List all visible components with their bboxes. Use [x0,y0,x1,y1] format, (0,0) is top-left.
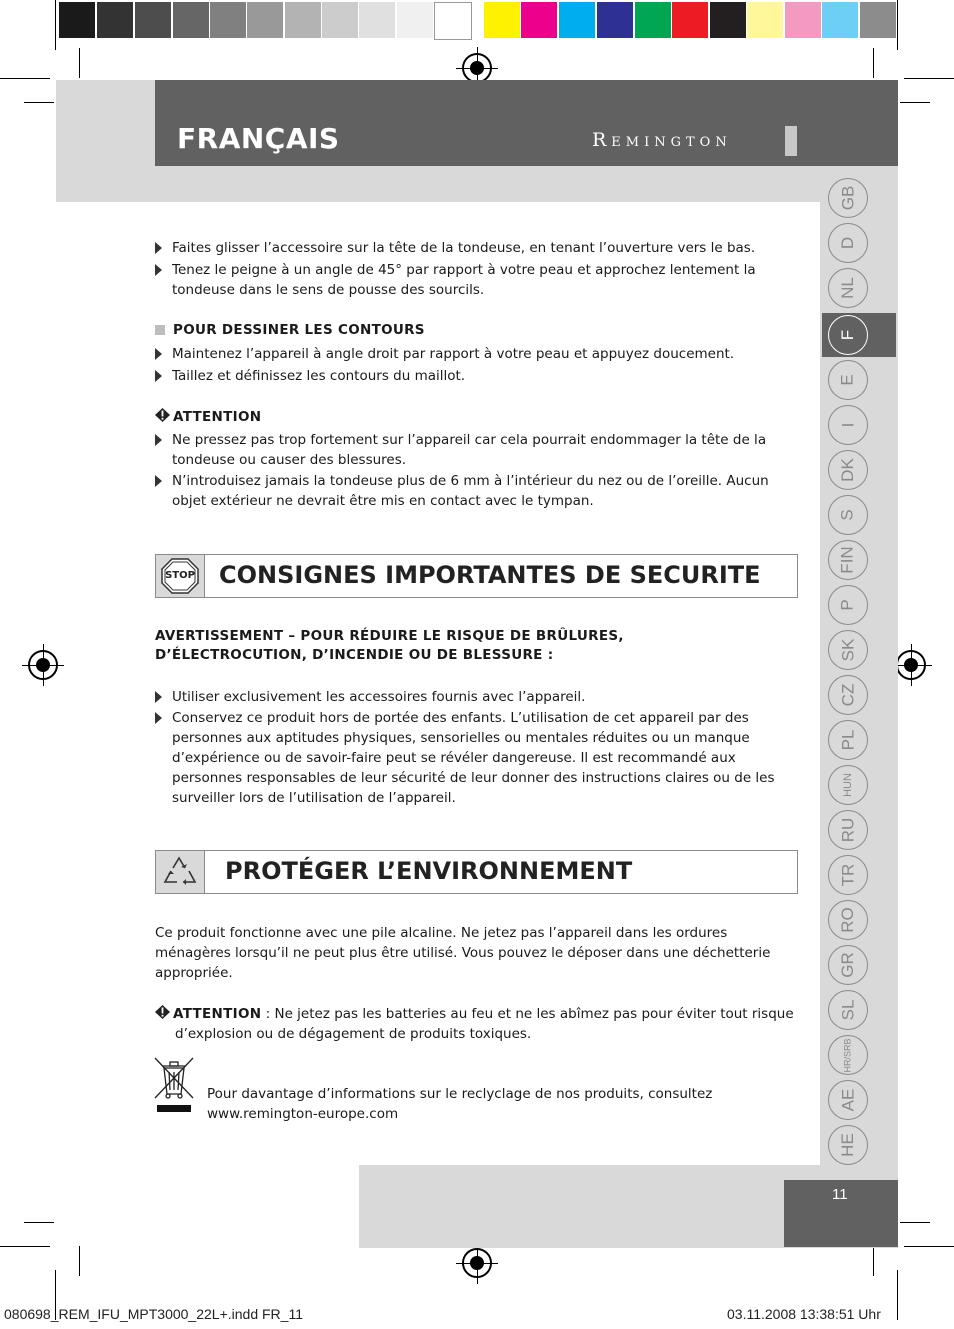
safety-title: CONSIGNES IMPORTANTES DE SECURITE [219,561,761,589]
color-swatch [710,2,746,38]
list-item: Tenez le peigne à un angle de 45° par rapport à votre peau et approchez lentement la tondeuse dans le sens de pousse des sourcils. [155,260,795,300]
tab-label: RO [838,907,857,933]
list-item: Utiliser exclusivement les accessoires fournis avec l’appareil. [155,687,795,707]
tab-i[interactable] [828,405,868,445]
tab-fin[interactable] [828,540,868,580]
color-swatch [210,2,246,38]
tab-label: HUN [842,773,854,797]
bullet-arrow-icon [155,434,162,446]
registration-mark-icon [462,53,492,83]
crop-mark [873,48,874,78]
color-swatch [559,2,595,38]
recycling-info: Pour davantage d’informations sur le reclyclage de nos produits, consultez www.remington-europe.com [207,1084,787,1124]
tab-sk[interactable] [828,630,868,670]
crossed-bin-icon [153,1056,195,1114]
tab-he[interactable] [828,1125,868,1165]
page-title: FRANÇAIS [177,122,340,155]
crop-mark [79,48,80,78]
tab-gb[interactable] [828,178,868,218]
brand-logo: Remington [592,129,732,151]
warning-icon [155,408,170,422]
crop-mark [24,102,54,103]
tab-ru[interactable] [828,810,868,850]
stop-icon-cell [156,555,205,597]
tab-label: D [838,236,857,250]
tab-label: HR/SRB [842,1037,853,1073]
page-header [155,80,898,166]
bullet-arrow-icon [155,264,162,276]
tab-label: P [838,599,857,611]
tab-ro[interactable] [828,900,868,940]
tab-d[interactable] [828,223,868,263]
color-swatch [597,2,633,38]
color-swatch [322,2,358,38]
environment-paragraph: Ce produit fonctionne avec une pile alcaline. Ne jetez pas l’appareil dans les ordures ménagères lorsqu’il ne peut plus être utilisé. Vous pouvez le déposer dans une déchetterie appropriée. [155,925,771,981]
environment-attention: ATTENTION : Ne jetez pas les batteries au feu et ne les abîmez pas pour éviter tout risque d’explosion ou de dégagement de produits toxiques. [155,1004,795,1044]
crop-mark [79,1246,80,1276]
tab-hun[interactable] [828,765,868,805]
crop-mark [897,0,898,50]
tab-label: RU [838,817,857,843]
list-item: Taillez et définissez les contours du maillot. [155,366,795,386]
footer-timestamp: 03.11.2008 13:38:51 Uhr [727,1306,881,1322]
crop-mark [0,1246,50,1247]
color-swatch [635,2,671,38]
warning-icon [155,1005,170,1019]
attention-heading: ATTENTION [155,408,261,425]
tab-label: S [838,509,857,521]
tab-label: TR [837,863,857,887]
tab-label: DK [838,458,857,482]
crop-mark [897,1270,898,1320]
tab-label: HE [838,1133,857,1157]
recycle-icon-cell [156,851,205,893]
tab-label: AE [838,1088,857,1112]
stop-icon-label: STOP [165,570,195,581]
color-swatch [397,2,433,38]
safety-warning: AVERTISSEMENT – POUR RÉDUIRE LE RISQUE DE BRÛLURES, D’ÉLECTROCUTION, D’INCENDIE OU DE BLESSURE : [155,628,624,663]
list-item: Ne pressez pas trop fortement sur l’appareil car cela pourrait endommager la tête de la tondeuse ou causer des blessures. [155,430,795,470]
tab-label: SK [838,638,857,662]
crop-mark [900,102,930,103]
registration-mark-icon [896,650,926,680]
color-swatch [97,2,133,38]
color-swatch [434,2,472,40]
crop-mark [904,1246,954,1247]
tab-f[interactable] [828,315,868,355]
color-swatch [247,2,283,38]
tab-p[interactable] [828,585,868,625]
color-swatch [173,2,209,38]
color-swatch [822,2,858,38]
website-link[interactable]: www.remington-europe.com [207,1106,399,1122]
footer-filename: 080698_REM_IFU_MPT3000_22L+.indd FR_11 [4,1306,303,1322]
tab-sl[interactable] [828,990,868,1030]
page-number-box [784,1180,898,1247]
color-swatch [285,2,321,38]
tab-hr-srb[interactable] [828,1035,868,1075]
crop-mark [24,1222,54,1223]
environment-title: PROTÉGER L’ENVIRONNEMENT [225,857,633,885]
bullet-arrow-icon [155,475,162,487]
tab-label: E [838,374,857,386]
page-number: 11 [832,1186,848,1203]
tab-nl[interactable] [828,268,868,308]
bullet-arrow-icon [155,348,162,360]
list-item: N’introduisez jamais la tondeuse plus de 6 mm à l’intérieur du nez ou de l’oreille. Aucun objet extérieur ne devrait être mis en contact avec le tympan. [155,471,795,511]
tab-s[interactable] [828,495,868,535]
safety-section-header [155,554,798,598]
color-swatch [785,2,821,38]
tab-ae[interactable] [828,1080,868,1120]
color-swatch [747,2,783,38]
tab-label: SL [837,999,857,1021]
crop-mark [55,0,56,50]
tab-gr[interactable] [828,945,868,985]
list-item: Faites glisser l’accessoire sur la tête de la tondeuse, en tenant l’ouverture vers le bas. [155,238,795,258]
tab-label: FIN [837,546,857,574]
list-item: Maintenez l’appareil à angle droit par rapport à votre peau et appuyez doucement. [155,344,795,364]
tab-pl[interactable] [828,720,868,760]
brand-bar [785,126,797,156]
color-swatch [860,2,896,38]
tab-label: F [837,329,857,341]
tab-tr[interactable] [828,855,868,895]
color-swatch [484,2,520,38]
bullet-arrow-icon [155,242,162,254]
color-swatch [135,2,171,38]
registration-mark-icon [462,1248,492,1278]
recycle-icon [156,851,204,893]
crop-mark [0,78,50,79]
square-bullet-icon [155,325,165,335]
tab-dk[interactable] [828,450,868,490]
color-swatch [59,2,95,38]
tab-label: NL [837,277,857,299]
color-swatch [521,2,557,38]
contours-heading: POUR DESSINER LES CONTOURS [155,322,425,338]
environment-section-header [155,850,798,894]
bullet-arrow-icon [155,691,162,703]
tab-label: GR [838,952,857,978]
crop-mark [904,78,954,79]
color-swatch [672,2,708,38]
tab-e[interactable] [828,360,868,400]
registration-mark-icon [28,650,58,680]
color-swatch [359,2,395,38]
bullet-arrow-icon [155,370,162,382]
crop-mark [873,1246,874,1276]
tab-label: GB [838,185,857,211]
list-item: Conservez ce produit hors de portée des enfants. L’utilisation de cet appareil par des personnes aux aptitudes physiques, sensorielles ou mentales réduites ou un manque d’expérience ou de savoir-faire peut se révéler dangereuse. Il est recommandé aux personnes responsables de leur sécurité de leur donner des instructions claires ou de les surveiller lors de l’utilisation de l’appareil. [155,708,795,808]
tab-label: I [837,422,857,428]
crop-mark [900,1222,930,1223]
bullet-arrow-icon [155,712,162,724]
tab-cz[interactable] [828,675,868,715]
tab-label: CZ [837,683,857,707]
tab-label: PL [837,729,857,751]
